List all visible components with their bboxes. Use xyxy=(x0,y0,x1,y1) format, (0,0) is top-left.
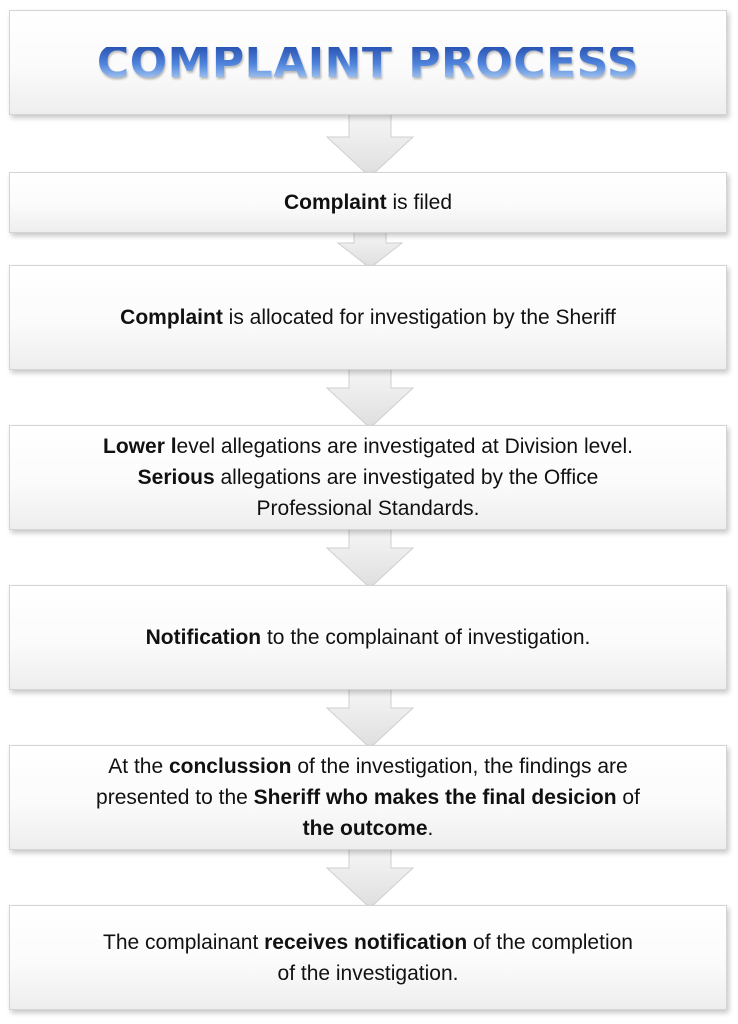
step-emphasis: Complaint xyxy=(120,306,223,329)
step-line xyxy=(103,462,633,493)
step-line xyxy=(284,187,452,218)
step-line xyxy=(96,782,640,813)
step-text-segment: At the xyxy=(108,755,169,778)
step-text-segment: is allocated for investigation by the Sheriff xyxy=(222,306,616,329)
arrow-down-icon xyxy=(0,520,738,595)
step-text-segment: . xyxy=(427,817,434,840)
step-emphasis: conclussion xyxy=(168,755,292,778)
step-line xyxy=(96,751,640,782)
step-text-segment: is filed xyxy=(386,191,453,214)
arrow-down-icon xyxy=(0,680,738,755)
step-emphasis: Notification xyxy=(145,626,262,649)
step-text-segment: evel allegations are investigated at Division level. xyxy=(176,435,633,458)
step-box-allocated xyxy=(9,265,727,370)
step-text-segment: presented to the xyxy=(96,786,254,809)
step-box-completion xyxy=(9,905,727,1010)
step-line xyxy=(120,302,616,333)
step-emphasis: Lower l xyxy=(103,435,177,458)
arrow-down-icon xyxy=(0,840,738,915)
step-text xyxy=(284,187,452,218)
step-text xyxy=(103,927,633,989)
step-text-segment: Professional Standards. xyxy=(256,497,480,520)
step-text-segment: of the completion xyxy=(467,930,633,954)
step-text-segment: of the investigation, the findings are xyxy=(291,755,628,778)
step-emphasis: Serious xyxy=(137,466,215,489)
step-text-segment: The complainant xyxy=(103,930,265,954)
step-text-segment: to the complainant of investigation. xyxy=(261,626,591,649)
step-text xyxy=(96,751,640,844)
step-text-segment: of the investigation. xyxy=(277,961,459,985)
step-box-conclusion xyxy=(9,745,727,850)
step-box-investigated xyxy=(9,425,727,530)
step-text-segment: allegations are investigated by the Office xyxy=(214,466,599,489)
step-text xyxy=(103,431,633,524)
step-emphasis: receives notification xyxy=(264,930,468,954)
step-line xyxy=(96,813,640,844)
step-box-filed xyxy=(9,172,727,233)
step-emphasis: Complaint xyxy=(283,191,387,214)
step-text xyxy=(146,622,591,653)
step-line xyxy=(103,927,633,958)
step-emphasis: Sheriff who makes the final desicion xyxy=(253,786,617,809)
step-line xyxy=(103,431,633,462)
step-emphasis: the outcome xyxy=(302,817,428,840)
title-box xyxy=(9,10,727,115)
page-title: COMPLAINT PROCESS xyxy=(96,37,640,88)
arrow-down-icon xyxy=(0,360,738,435)
step-text xyxy=(120,302,616,333)
step-line xyxy=(103,958,633,989)
step-line xyxy=(146,622,591,653)
step-box-notification xyxy=(9,585,727,690)
step-line xyxy=(103,493,633,524)
step-text-segment: of xyxy=(616,786,640,809)
